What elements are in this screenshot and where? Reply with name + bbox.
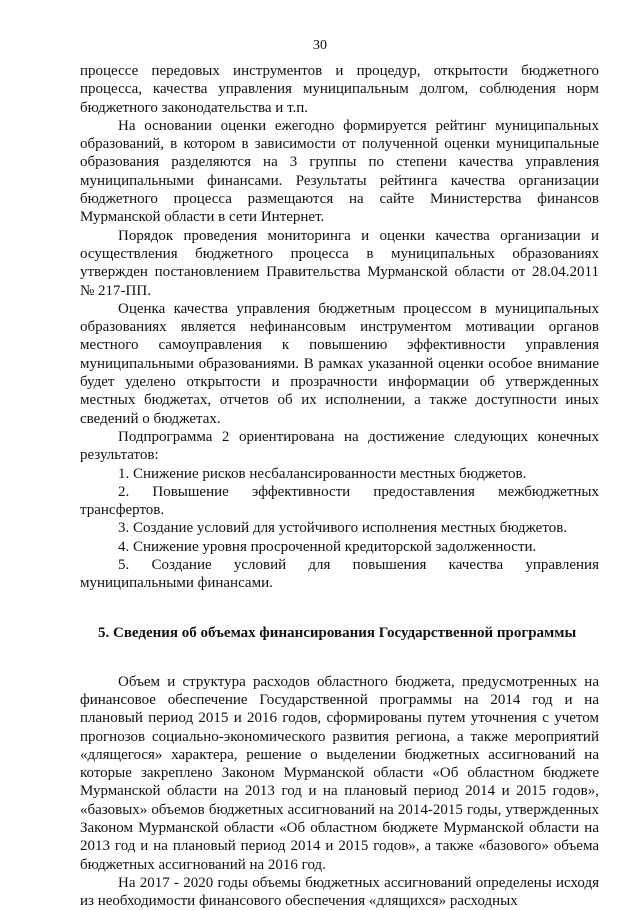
- paragraph-continuation: процессе передовых инструментов и процедур, открытости бюджетного процесса, качества управления муниципальным долгом, соблюдения норм бюджетного законодательства и т.п.: [80, 63, 599, 116]
- paragraph-funding-2017-2020: На 2017 - 2020 годы объемы бюджетных ассигнований определены исходя из необходимости финансового обеспечения «длящихся» расходных: [80, 874, 599, 910]
- page-content: [80, 62, 599, 910]
- section-heading: 5. Сведения об объемах финансирования Государственной программы: [98, 624, 577, 641]
- list-item: 3. Создание условий для устойчивого исполнения местных бюджетов.: [118, 520, 568, 537]
- list-item: 5. Создание условий для повышения качества управления муниципальными финансами.: [80, 557, 599, 592]
- paragraph-subprogram-results: Подпрограмма 2 ориентирована на достижение следующих конечных результатов:: [80, 428, 599, 464]
- list-item: 1. Снижение рисков несбалансированности местных бюджетов.: [118, 465, 527, 482]
- paragraph-rating: На основании оценки ежегодно формируется рейтинг муниципальных образований, в котором в зависимости от полученной оценки муниципальные образования разделяются на 3 группы по степени качества управления муниципальными финансами. Результаты рейтинга качества организации бюджетного процесса размещаются на сайте Министерства финансов Мурманской области в сети Интернет.: [80, 117, 599, 226]
- paragraph-quality-assessment: Оценка качества управления бюджетным процессом в муниципальных образованиях является нефинансовым инструментом мотивации органов местного самоуправления к повышению эффективности управления муниципальными образованиями. В рамках указанной оценки особое внимание будет уделено открытости и прозрачности информации об утвержденных местных бюджетах, отчетов об их исполнении, а также доступности иных сведений о бюджетах.: [80, 300, 599, 427]
- page-number: 30: [313, 38, 327, 53]
- list-item: 2. Повышение эффективности предоставления межбюджетных трансфертов.: [80, 483, 599, 519]
- list-item: 4. Снижение уровня просроченной кредиторской задолженности.: [118, 538, 537, 555]
- paragraph-funding-structure: Объем и структура расходов областного бюджета, предусмотренных на финансовое обеспечение Государственной программы на 2014 год и на плановый период 2015 и 2016 годов, сформированы путем уточнения с учетом прогнозов социально-экономического развития региона, а также мероприятий «длящегося» характера, решение о выделении бюджетных ассигнований на которые закреплено Законом Мурманской области «Об областном бюджете Мурманской области на 2013 год и на плановый период 2014 и 2015 годов», «базовых» объемов бюджетных ассигнований на 2014-2015 годы, утвержденных Законом Мурманской области «Об областном бюджете Мурманской области на 2013 год и на плановый период 2014 и 2015 годов», а также «базового» объема бюджетных ассигнований на 2016 год.: [80, 673, 599, 873]
- paragraph-monitoring-order: Порядок проведения мониторинга и оценки качества организации и осуществления бюджетного процесса в муниципальных образованиях утвержден постановлением Правительства Мурманской области от 28.04.2011 № 217-ПП.: [80, 227, 599, 299]
- results-list: [80, 465, 599, 593]
